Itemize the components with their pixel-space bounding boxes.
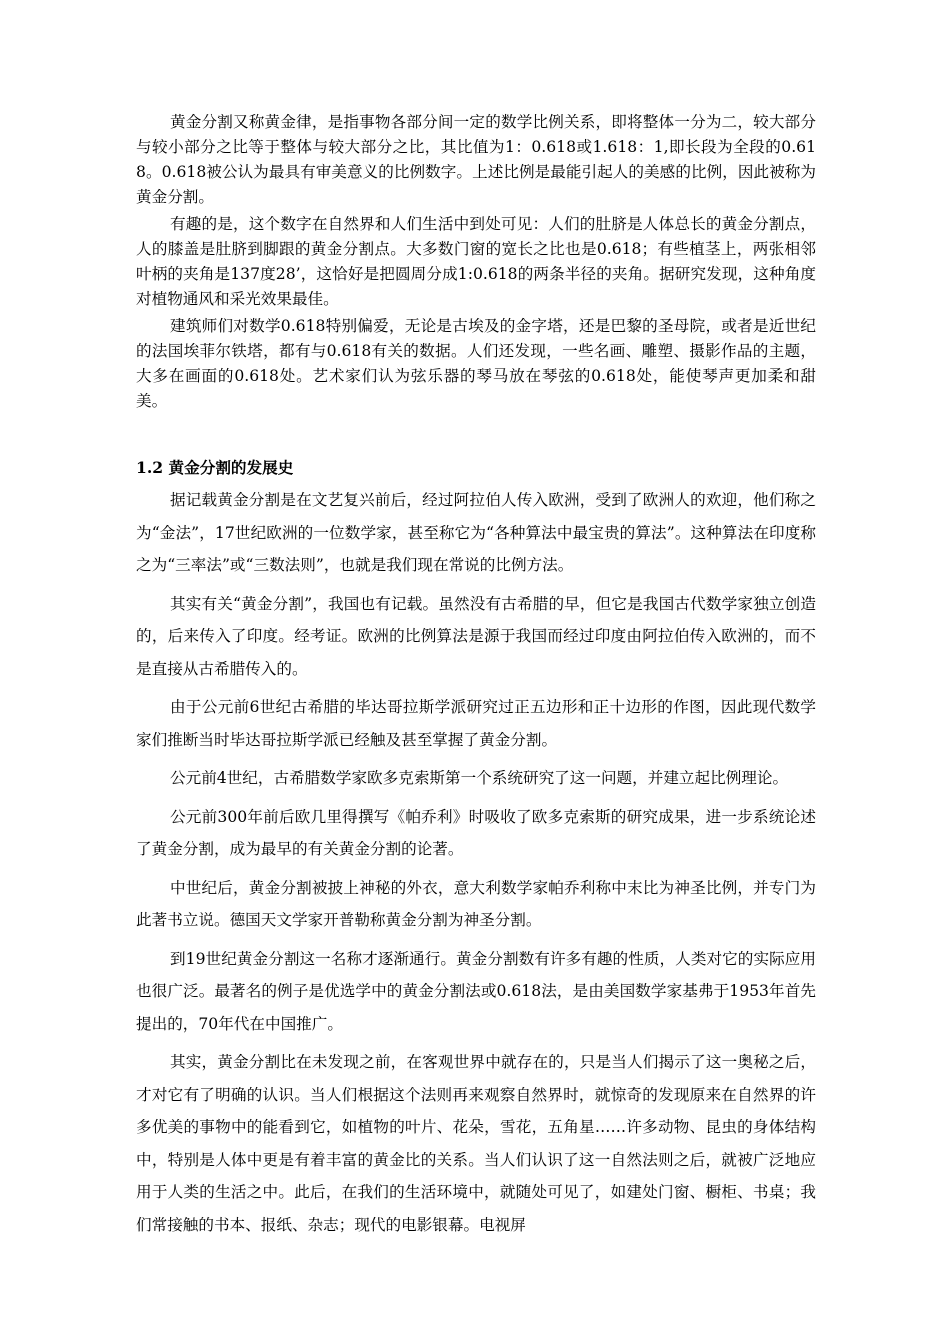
section-paragraph: 公元前4世纪，古希腊数学家欧多克索斯第一个系统研究了这一问题，并建立起比例理论。 [170, 769, 789, 787]
section-paragraph: 到19世纪黄金分割这一名称才逐渐通行。黄金分割数有许多有趣的性质，人类对它的实际应用也很广泛。最著名的例子是优选学中的黄金分割法或0.618法，是由美国数学家基弗于1953年首先提出的，70年代在中国推广。 [136, 949, 816, 1033]
intro-paragraph: 黄金分割又称黄金律，是指事物各部分间一定的数学比例关系，即将整体一分为二，较大部分与较小部分之比等于整体与较大部分之比，其比值为1：0.618或1.618：1,即长段为全段的0.618。0.618被公认为最具有审美意义的比例数字。上述比例是最能引起人的美感的比例，因此被称为黄金分割。 [136, 113, 816, 206]
section-paragraph: 公元前300年前后欧几里得撰写《帕乔利》时吸收了欧多克索斯的研究成果，进一步系统论述了黄金分割，成为最早的有关黄金分割的论著。 [136, 807, 816, 858]
section-paragraph: 据记载黄金分割是在文艺复兴前后，经过阿拉伯人传入欧洲，受到了欧洲人的欢迎，他们称之为“金法”，17世纪欧洲的一位数学家，甚至称它为“各种算法中最宝贵的算法”。这种算法在印度称之为“三率法”或“三数法则”，也就是我们现在常说的比例方法。 [136, 491, 816, 574]
section-paragraph: 其实，黄金分割比在未发现之前，在客观世界中就存在的，只是当人们揭示了这一奥秘之后，才对它有了明确的认识。当人们根据这个法则再来观察自然界时，就惊奇的发现原来在自然界的许多优美的事物中的能看到它，如植物的叶片、花朵，雪花，五角星……许多动物、昆虫的身体结构中，特别是人体中更是有着丰富的黄金比的关系。当人们认识了这一自然法则之后，就被广泛地应用于人类的生活之中。此后，在我们的生活环境中，就随处可见了，如建处门窗、橱柜、书桌；我们常接触的书本、报纸、杂志；现代的电影银幕。电视屏 [136, 1053, 816, 1234]
section-paragraph: 由于公元前6世纪古希腊的毕达哥拉斯学派研究过正五边形和正十边形的作图，因此现代数学家们推断当时毕达哥拉斯学派已经触及甚至掌握了黄金分割。 [136, 698, 816, 749]
section-paragraph: 其实有关“黄金分割”，我国也有记载。虽然没有古希腊的早，但它是我国古代数学家独立创造的，后来传入了印度。经考证。欧洲的比例算法是源于我国而经过印度由阿拉伯传入欧洲的，而不是直接从古希腊传入的。 [136, 594, 816, 678]
section-paragraph: 中世纪后，黄金分割被披上神秘的外衣，意大利数学家帕乔利称中末比为神圣比例，并专门为此著书立说。德国天文学家开普勒称黄金分割为神圣分割。 [136, 878, 816, 929]
section-heading: 1.2 黄金分割的发展史 [136, 458, 294, 477]
intro-paragraph: 有趣的是，这个数字在自然界和人们生活中到处可见：人们的肚脐是人体总长的黄金分割点，人的膝盖是肚脐到脚跟的黄金分割点。大多数门窗的宽长之比也是0.618；有些植茎上，两张相邻叶柄的夹角是137度28’，这恰好是把圆周分成1:0.618的两条半径的夹角。据研究发现，这种角度对植物通风和采光效果最佳。 [136, 215, 816, 308]
intro-paragraph: 建筑师们对数学0.618特别偏爱，无论是古埃及的金字塔，还是巴黎的圣母院，或者是近世纪的法国埃菲尔铁塔，都有与0.618有关的数据。人们还发现，一些名画、雕塑、摄影作品的主题，大多在画面的0.618处。艺术家们认为弦乐器的琴马放在琴弦的0.618处，能使琴声更加柔和甜美。 [136, 317, 816, 410]
document-page [136, 110, 816, 1241]
